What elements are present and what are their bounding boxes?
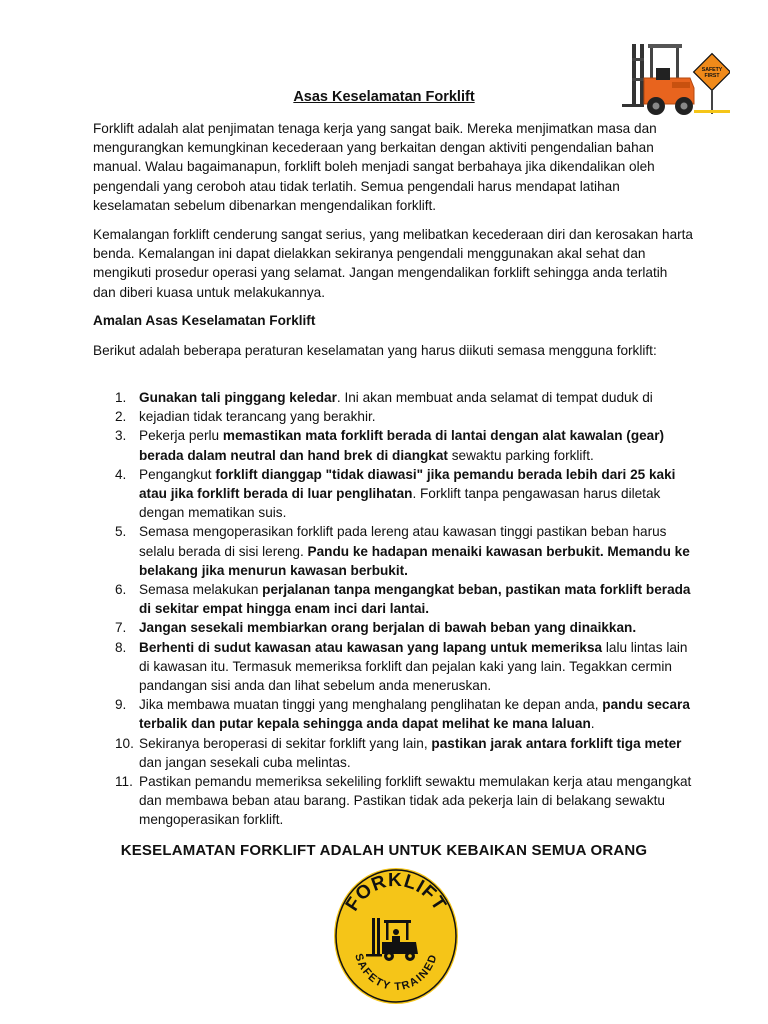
rule-item (93, 522, 693, 580)
rule-text-part: kejadian tidak terancang yang berakhir. (139, 409, 376, 425)
rule-number: 4. (115, 466, 127, 482)
rule-item (93, 618, 693, 637)
rule-text-part: Pastikan pemandu memeriksa sekeliling forklift sewaktu memulakan kerja atau mengangkat dan membawa beban atau barang. Pastikan tidak ada pekerja lain di belakang sewaktu mengoperasikan forklift. (139, 774, 692, 828)
rule-item (93, 638, 693, 696)
rule-text-part: Pengangkut (139, 466, 216, 482)
rule-item (93, 465, 693, 523)
rule-item (93, 734, 693, 772)
rule-text-part: Semasa mengoperasikan forklift pada lereng atau kawasan tinggi pastikan beban harus selalu berada di sisi lereng. (139, 524, 667, 559)
rule-item (93, 407, 693, 426)
rule-text-part: lalu lintas lain di kawasan itu. Termasuk memeriksa forklift dan pejalan kaki yang lain. Tegakkan cermin pandangan sisi anda dan lihat sebelum anda meneruskan. (139, 639, 688, 694)
rule-text (139, 638, 693, 696)
footer-slogan: KESELAMATAN FORKLIFT ADALAH UNTUK KEBAIKAN SEMUA ORANG (120, 842, 648, 859)
rule-number: 2. (115, 409, 127, 425)
safety-rules-list (93, 388, 693, 830)
rule-item (93, 580, 693, 618)
rule-number: 8. (115, 639, 127, 655)
rule-text (139, 695, 693, 733)
rule-item (93, 388, 693, 407)
rule-text-part: . Forklift tanpa pengawasan harus diletak dengan mematikan suis. (139, 486, 661, 521)
rule-text (139, 388, 693, 407)
rule-text-part: Jika membawa muatan tinggi yang menghalang penglihatan ke depan anda, (139, 697, 603, 713)
rule-number: 7. (115, 620, 127, 636)
rule-text-part: sewaktu parking forklift. (447, 447, 594, 463)
document-title: Asas Keselamatan Forklift (293, 89, 475, 105)
rule-item (93, 426, 693, 464)
sign-text-line2: FIRST (704, 73, 720, 79)
rule-text (139, 580, 693, 618)
rule-text-part: . (590, 716, 595, 732)
rule-text (139, 522, 693, 580)
rule-text (139, 618, 693, 637)
rule-number: 1. (115, 390, 127, 405)
rule-text-bold: forklift dianggap "tidak diawasi" jika pemandu berada lebih dari 25 kaki atau jika forklift berada di luar penglihatan (139, 466, 676, 502)
rule-number: 9. (115, 697, 127, 713)
rule-number: 11. (115, 774, 133, 790)
rule-text-part: . Ini akan membuat anda selamat di tempat duduk di (336, 390, 653, 405)
rule-text-part: dan jangan sesekali cuba melintas. (139, 754, 351, 770)
section-heading: Amalan Asas Keselamatan Forklift (93, 313, 316, 328)
rule-text-bold: Pandu ke hadapan menaiki kawasan berbukit. Memandu ke belakang jika menurun kawasan berbukit. (139, 543, 690, 578)
rule-number: 3. (115, 428, 127, 444)
rule-number: 6. (115, 582, 127, 598)
rule-text (139, 734, 693, 772)
rule-text-bold: Berhenti di sudut kawasan atau kawasan yang lapang untuk memeriksa (139, 639, 603, 655)
rule-text-bold: Gunakan tali pinggang keledar (139, 390, 337, 405)
rule-text-part: Sekiranya beroperasi di sekitar forklift yang lain, (139, 735, 432, 751)
rule-text-bold: Jangan sesekali membiarkan orang berjalan di bawah beban yang dinaikkan. (139, 620, 637, 636)
rule-text (139, 772, 693, 830)
sign-text-line1: SAFETY (701, 67, 723, 73)
rule-text-bold: memastikan mata forklift berada di lantai dengan alat kawalan (gear) berada dalam neutral dan hand brek di diangkat (139, 428, 665, 463)
badge-top-text: FORKLIFT (341, 869, 451, 915)
rule-text (139, 465, 693, 523)
forklift-safety-trained-badge (332, 866, 460, 1006)
rules-intro: Berikut adalah beberapa peraturan keselamatan yang harus diikuti semasa mengguna forklift: (93, 343, 657, 358)
badge-bottom-text: SAFETY TRAINED (352, 952, 440, 994)
paragraph-accidents: Kemalangan forklift cenderung sangat serius, yang melibatkan kecederaan diri dan kerosakan harta benda. Kemalangan ini dapat dielakkan sekiranya pengendali menggunakan akal sehat dan mengikuti prosedur operasi yang selamat. Jangan mengendalikan forklift sehingga anda terlatih dan diberi kuasa untuk melakukannya. (93, 227, 693, 300)
rule-text-bold: pastikan jarak antara forklift tiga meter (431, 735, 682, 751)
rule-text (139, 426, 693, 464)
rule-number: 10. (115, 735, 134, 751)
rule-text (139, 407, 693, 426)
rule-text-bold: perjalanan tanpa mengangkat beban, pastikan mata forklift berada di sekitar empat hingga enam inci dari lantai. (139, 582, 691, 617)
forklift-illustration (620, 38, 730, 118)
paragraph-intro: Forklift adalah alat penjimatan tenaga kerja yang sangat baik. Mereka menjimatkan masa dan mengurangkan kemungkinan kecederaan yang berkaitan dengan aktiviti pengendalian bahan manual. Walau bagaimanapun, forklift boleh menjadi sangat berbahaya jika dikendalikan oleh pengendali yang ceroboh atau tidak terlatih. Semua pengendali harus mendapat latihan keselamatan sebelum dibenarkan mengendalikan forklift. (93, 121, 657, 213)
rule-text-part: Pekerja perlu (139, 428, 223, 444)
rule-item (93, 772, 693, 830)
rule-item (93, 695, 693, 733)
rule-text-part: Semasa melakukan (139, 582, 263, 598)
rule-number: 5. (115, 524, 127, 540)
rule-text-bold: pandu secara terbalik dan putar kepala sehingga anda dapat melihat ke mana laluan (139, 697, 690, 732)
